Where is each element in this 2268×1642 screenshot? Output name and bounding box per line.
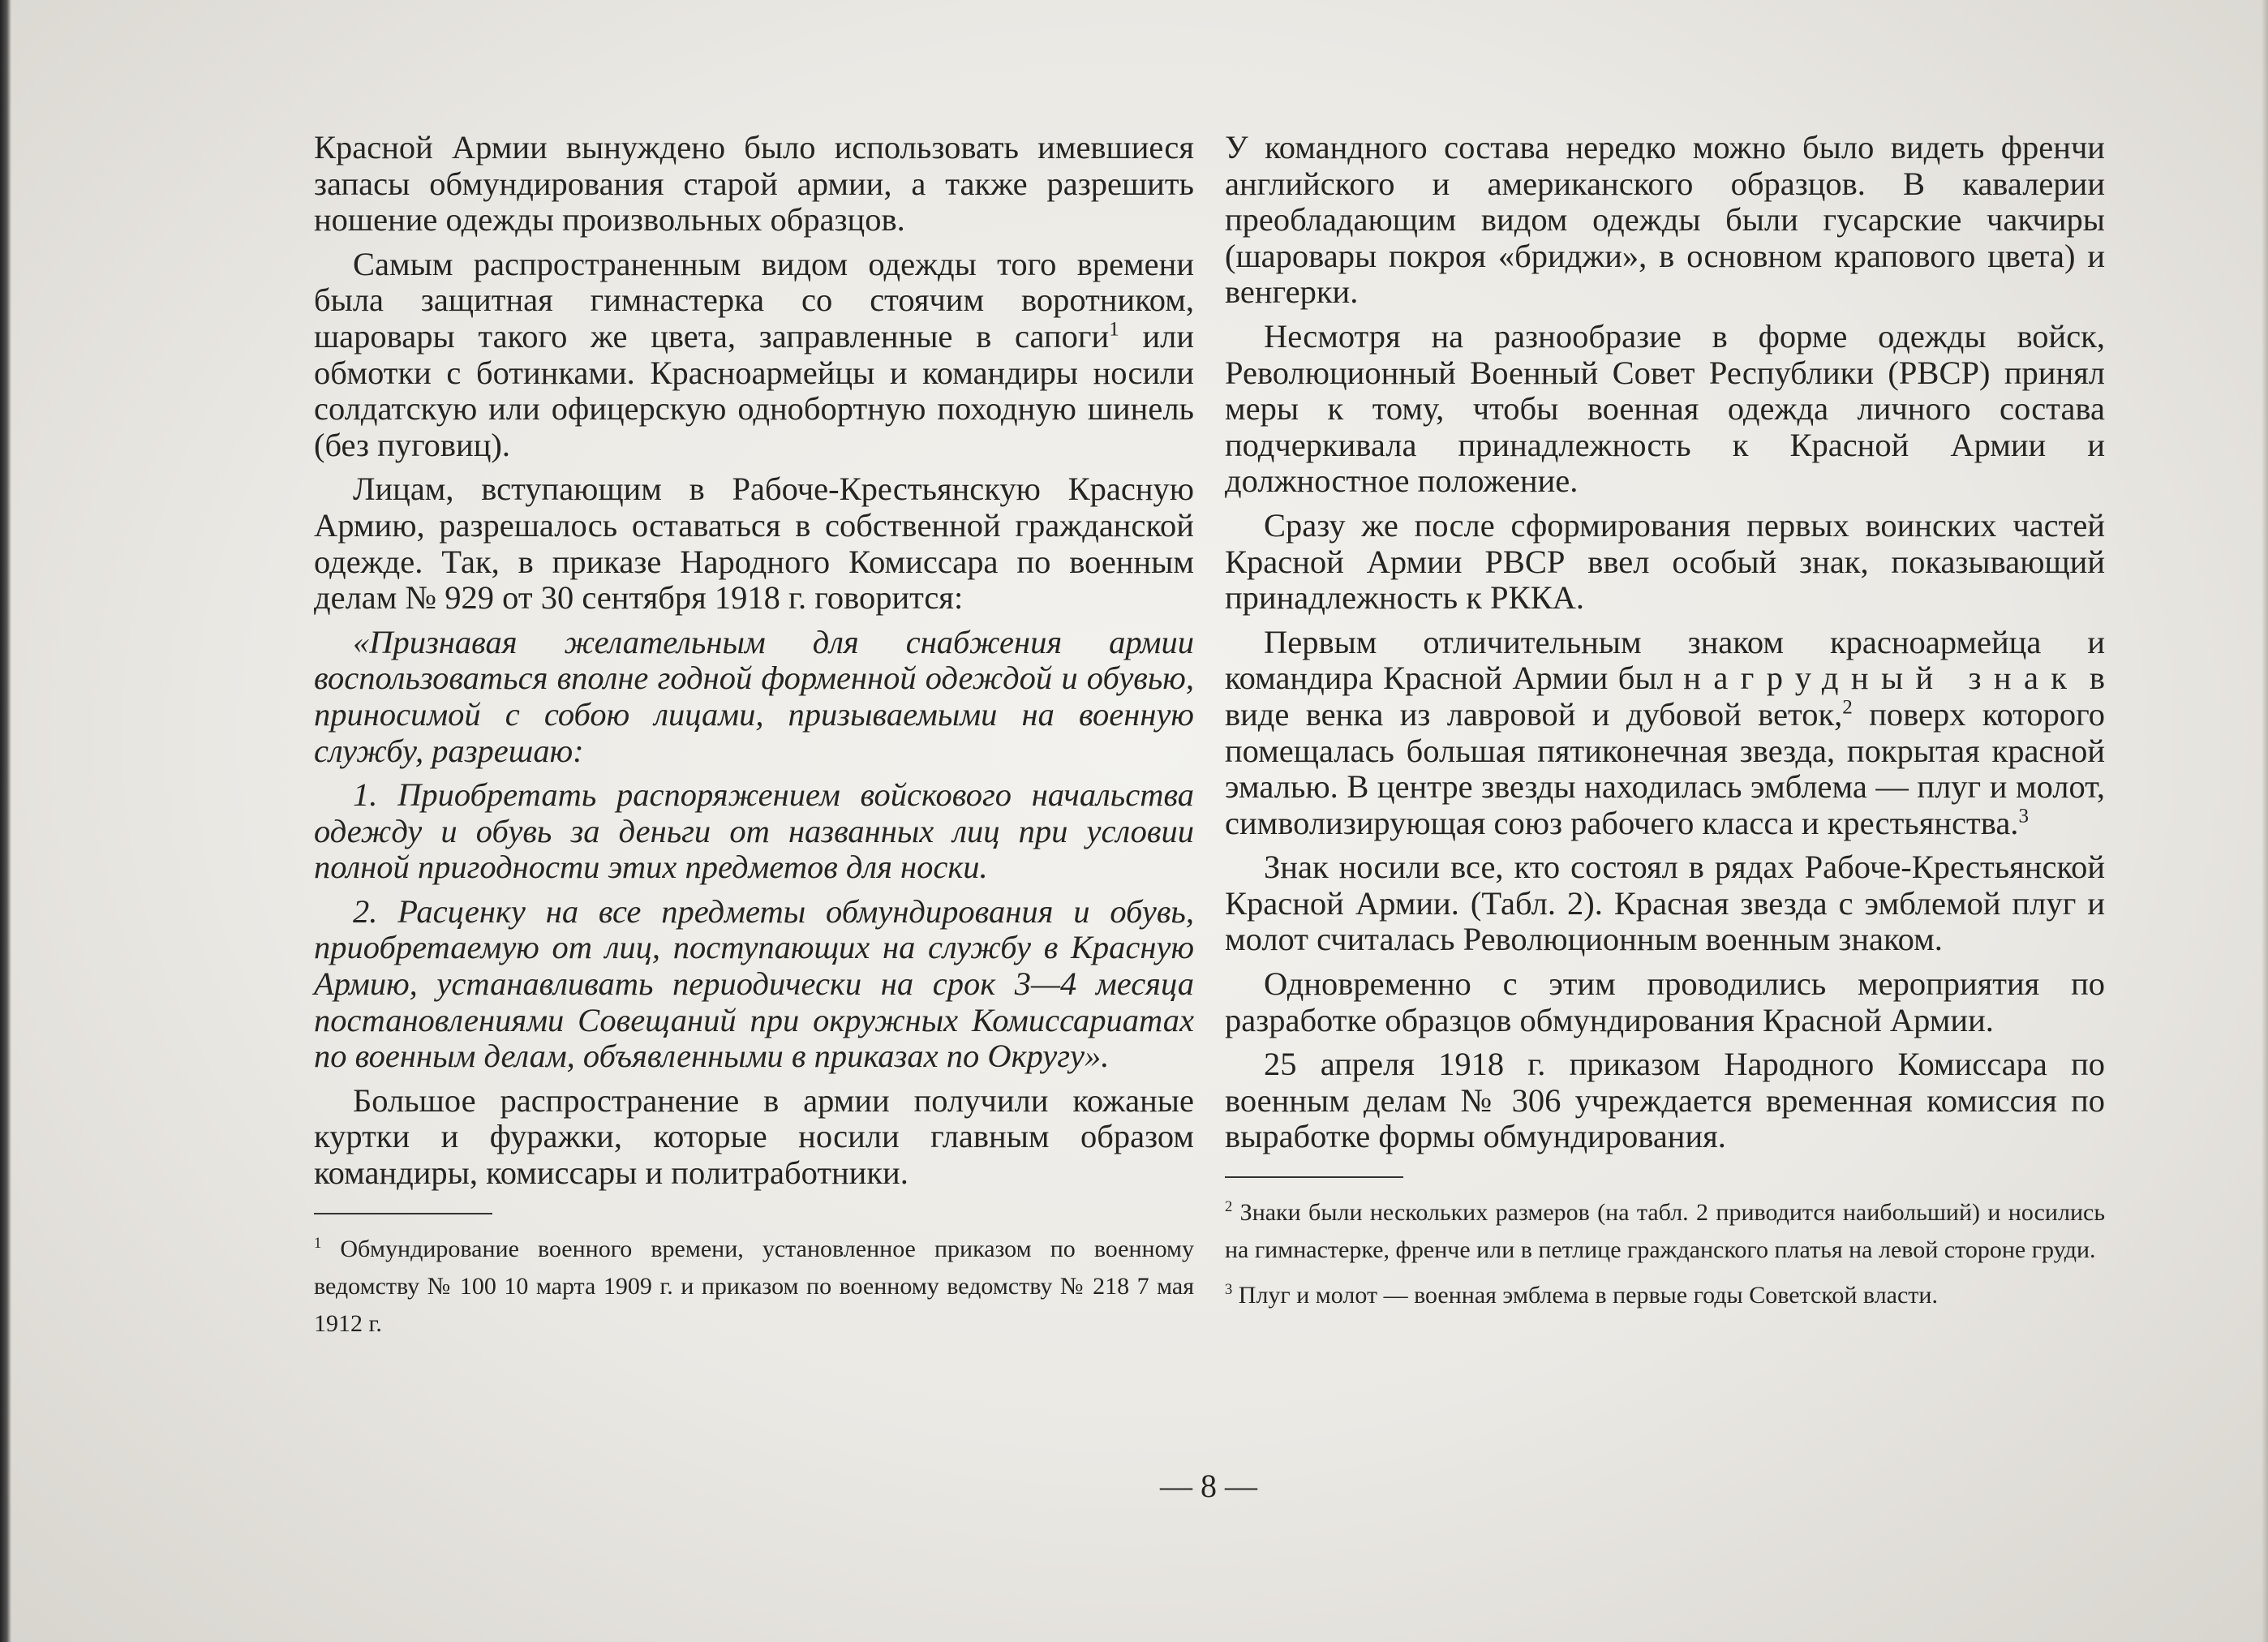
right-paragraph-4 — [1225, 625, 2105, 842]
footnote-3 — [1225, 1277, 2105, 1314]
quote-paragraph-3: 2. Расценку на все предметы обмундирования и обувь, приобретаемую от лиц, поступающих на службу в Красную Армию, устанавливать периодически на срок 3—4 месяца постановлениями Совещаний при окружных Комиссариатах по военным делам, объявленными в приказах по Округу». — [314, 892, 1194, 1075]
right-paragraph-5: Знак носили все, кто состоял в рядах Рабоче-Крестьянской Красной Армии. (Табл. 2). Красная звезда с эмблемой плуг и молот считалась Революционным военным знаком. — [1225, 849, 2105, 958]
left-paragraph-2 — [314, 247, 1194, 464]
right-column — [1225, 130, 2105, 1322]
page-edge-shadow-left — [0, 0, 11, 1642]
footnote-1-mark: 1 — [314, 1234, 322, 1252]
right-paragraph-4-text-b: в виде венка из лавровой и дубовой веток, — [1225, 660, 2106, 733]
footnote-3-mark: 3 — [1225, 1281, 1233, 1299]
footnote-1 — [314, 1231, 1194, 1343]
right-paragraph-3: Сразу же после сформирования первых воинских частей Красной Армии РВСР ввел особый знак, показывающий принадлежность к РККА. — [1225, 506, 2105, 617]
left-paragraph-2-text-b: или обмотки с ботинками. Красноармейцы и командиры носили солдатскую или офицерскую однобортную походную шинель (без пуговиц). — [314, 317, 1194, 463]
left-paragraph-1: Красной Армии вынуждено было использовать имевшиеся запасы обмундирования старой армии, а также разрешить ношение одежды произвольных образцов. — [314, 129, 1194, 239]
right-paragraph-1: У командного состава нередко можно было видеть френчи английского и американского образцов. В кавалерии преобладающим видом одежды были гусарские чакчиры (шаровары покроя «бриджи», в основном крапового цвета) и венгерки. — [1225, 129, 2105, 311]
right-paragraph-6: Одновременно с этим проводились мероприятия по разработке образцов обмундирования Красной Армии. — [1225, 965, 2105, 1038]
footnote-ref-3: 3 — [2018, 805, 2029, 827]
footnote-ref-1: 1 — [1109, 318, 1119, 341]
footnote-2-mark: 2 — [1225, 1198, 1233, 1216]
footnote-ref-2: 2 — [1842, 696, 1853, 719]
right-paragraph-4-text-a: Первым отличительным знаком красноармейца и командира Красной Армии был — [1225, 623, 2105, 697]
left-column — [314, 130, 1194, 1351]
footnote-divider-left — [314, 1213, 492, 1214]
quote-paragraph-2: 1. Приобретать распоряжением войскового начальства одежду и обувь за деньги от названных лиц при условии полной пригодности этих предметов для носки. — [314, 776, 1194, 886]
right-paragraph-4-text-c: поверх которого помещалась большая пятиконечная звезда, покрытая красной эмалью. В центре звезды находилась эмблема — плуг и молот, символизирующая союз рабочего класса и крестьянства. — [1225, 695, 2106, 841]
footnote-2 — [1225, 1194, 2105, 1269]
page-edge-shadow-right — [2262, 0, 2268, 1642]
quote-paragraph-1: «Признавая желательным для снабжения армии воспользоваться вполне годной форменной одеждой и обувью, приносимой с собою лицами, призываемыми на военную службу, разрешаю: — [314, 623, 1194, 769]
left-paragraph-3: Лицам, вступающим в Рабоче-Крестьянскую Красную Армию, разрешалось оставаться в собственной гражданской одежде. Так, в приказе Народного Комиссара по военным делам № 929 от 30 сентября 1918 г. говорится: — [314, 471, 1194, 617]
footnote-3-text: Плуг и молот — военная эмблема в первые годы Советской власти. — [1232, 1282, 1938, 1309]
left-paragraph-4: Большое распространение в армии получили кожаные куртки и фуражки, которые носили главным образом командиры, комиссары и политработники. — [314, 1081, 1194, 1192]
footnote-1-text: Обмундирование военного времени, установленное приказом по военному ведомству № 100 10 марта 1909 г. и приказом по военному ведомству № 218 7 мая 1912 г. — [314, 1235, 1194, 1337]
right-paragraph-7: 25 апреля 1918 г. приказом Народного Комиссара по военным делам № 306 учреждается временная комиссия по выработке формы обмундирования. — [1225, 1046, 2105, 1155]
footnote-divider-right — [1225, 1176, 1403, 1178]
page-number: — 8 — — [1160, 1468, 1257, 1504]
left-paragraph-2-text-a: Самым распространенным видом одежды того времени была защитная гимнастерка со стоячим воротником, шаровары такого же цвета, заправленные в сапоги — [314, 245, 1194, 355]
spaced-emphasis: нагрудный знак — [1683, 660, 2080, 697]
footnote-2-text: Знаки были нескольких размеров (на табл. 2 приводится наибольший) и носились на гимнастерке, френче или в петлице гражданского платья на левой стороне груди. — [1225, 1199, 2105, 1264]
right-paragraph-2: Несмотря на разнообразие в форме одежды войск, Революционный Военный Совет Республики (РВСР) принял меры к тому, чтобы военная одежда личного состава подчеркивала принадлежность к Красной Армии и должностное положение. — [1225, 317, 2105, 500]
